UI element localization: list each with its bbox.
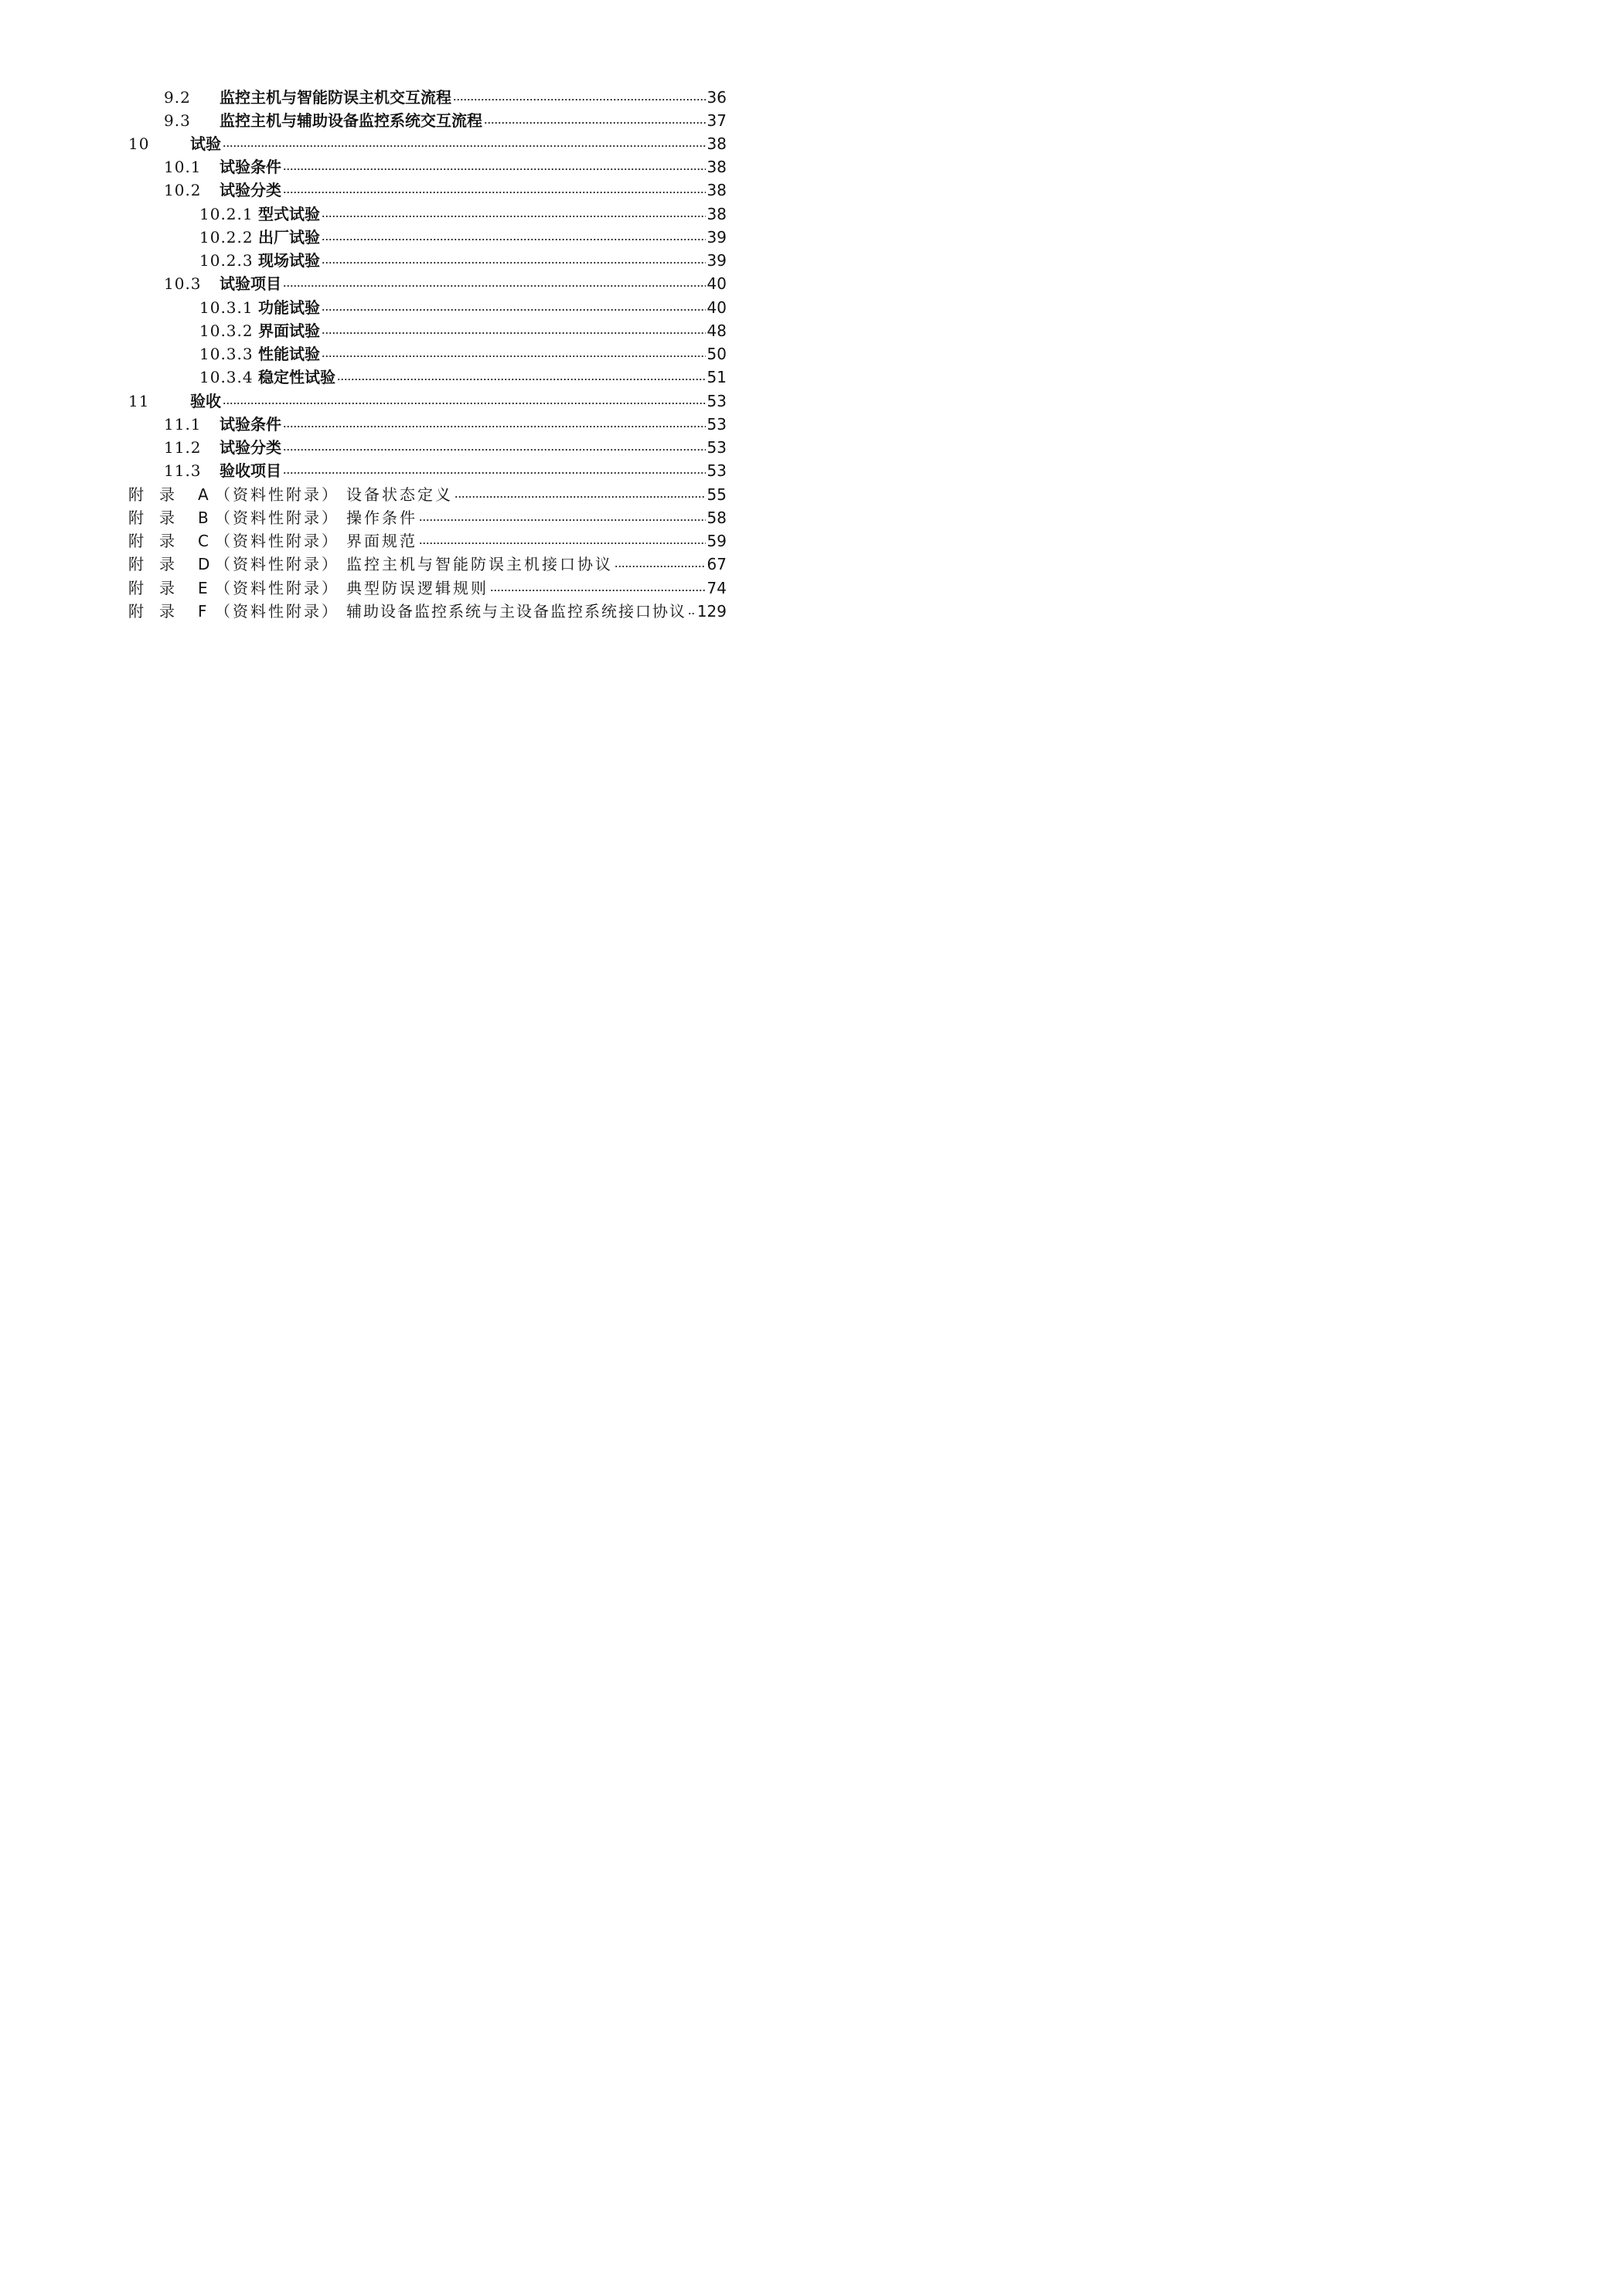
toc-entry-page: 51 bbox=[706, 368, 727, 386]
appendix-letter: D bbox=[198, 555, 210, 573]
toc-entry-page: 36 bbox=[706, 88, 727, 107]
toc-leader-dots bbox=[322, 260, 706, 266]
toc-leader-dots bbox=[688, 611, 696, 617]
toc-entry[interactable] bbox=[199, 363, 727, 386]
toc-entry-number: 9.2 bbox=[164, 88, 191, 107]
appendix-title: 界面规范 bbox=[346, 532, 417, 550]
toc-leader-dots bbox=[337, 376, 706, 383]
toc-entry-page: 67 bbox=[706, 555, 727, 573]
toc-leader-dots bbox=[419, 517, 706, 523]
toc-entry-title: 出厂试验 bbox=[258, 228, 320, 247]
toc-entry-number: 10.3 bbox=[164, 274, 202, 293]
toc-entry[interactable] bbox=[199, 223, 727, 247]
appendix-note: （资料性附录） bbox=[215, 555, 339, 573]
toc-entry-page: 38 bbox=[706, 134, 727, 153]
toc-leader-dots bbox=[322, 236, 706, 243]
appendix-note: （资料性附录） bbox=[215, 509, 339, 527]
appendix-note: （资料性附录） bbox=[215, 532, 339, 550]
toc-entry-title: 功能试验 bbox=[258, 298, 320, 317]
toc-entry-title: 试验分类 bbox=[220, 438, 281, 457]
toc-entry-number: 10.2.3 bbox=[199, 251, 254, 270]
toc-entry-number: 10.3.3 bbox=[199, 345, 254, 363]
toc-entry[interactable] bbox=[164, 410, 727, 434]
toc-leader-dots bbox=[223, 143, 706, 149]
appendix-title: 辅助设备监控系统与主设备监控系统接口协议 bbox=[346, 602, 686, 621]
toc-leader-dots bbox=[484, 120, 706, 126]
toc-entry-number: 11.3 bbox=[164, 461, 202, 480]
toc-leader-dots bbox=[283, 447, 706, 453]
toc-entry-title: 界面试验 bbox=[258, 321, 320, 340]
appendix-letter: E bbox=[198, 579, 208, 597]
toc-entry-number: 10.2 bbox=[164, 181, 202, 199]
toc-leader-dots bbox=[453, 97, 706, 103]
toc-leader-dots bbox=[322, 213, 706, 219]
toc-entry[interactable] bbox=[164, 457, 727, 480]
toc-entry-number: 11 bbox=[128, 392, 150, 410]
toc-entry-page: 37 bbox=[706, 111, 727, 130]
toc-entry[interactable] bbox=[164, 107, 727, 130]
appendix-note: （资料性附录） bbox=[215, 579, 339, 597]
toc-entry-page: 55 bbox=[706, 485, 727, 504]
toc-leader-dots bbox=[283, 189, 706, 196]
toc-entry-number: 10.2.1 bbox=[199, 205, 254, 223]
toc-entry[interactable] bbox=[199, 317, 727, 340]
toc-entry-page: 129 bbox=[696, 602, 727, 621]
toc-entry-number: 9.3 bbox=[164, 111, 191, 130]
appendix-letter: A bbox=[198, 485, 209, 504]
toc-entry-title: 试验分类 bbox=[220, 181, 281, 199]
appendix-label: 附 录 bbox=[128, 485, 175, 504]
toc-entry-page: 40 bbox=[706, 298, 727, 317]
toc-entry-title: 监控主机与智能防误主机交互流程 bbox=[220, 88, 451, 107]
toc-entry[interactable] bbox=[199, 340, 727, 363]
toc-entry-page: 48 bbox=[706, 321, 727, 340]
toc-entry-number: 11.2 bbox=[164, 438, 202, 457]
toc-entry-page: 38 bbox=[706, 158, 727, 176]
toc-entry-number: 10.3.1 bbox=[199, 298, 254, 317]
toc-appendix-entry[interactable] bbox=[128, 481, 727, 504]
toc-entry-title: 试验条件 bbox=[220, 158, 281, 176]
toc-leader-dots bbox=[615, 563, 706, 570]
toc-entry-title: 稳定性试验 bbox=[258, 368, 335, 386]
appendix-letter: B bbox=[198, 509, 209, 527]
toc-entry-title: 试验条件 bbox=[220, 415, 281, 434]
toc-entry-number: 10 bbox=[128, 134, 150, 153]
toc-appendix-entry[interactable] bbox=[128, 550, 727, 573]
toc-entry[interactable] bbox=[128, 130, 727, 153]
toc-entry-number: 10.3.2 bbox=[199, 321, 254, 340]
toc-entry-title: 试验项目 bbox=[220, 274, 281, 293]
toc-entry-page: 40 bbox=[706, 274, 727, 293]
toc-entry-number: 10.3.4 bbox=[199, 368, 254, 386]
toc-entry-page: 50 bbox=[706, 345, 727, 363]
appendix-label: 附 录 bbox=[128, 602, 175, 621]
toc-entry-page: 53 bbox=[706, 392, 727, 410]
appendix-title: 设备状态定义 bbox=[346, 485, 453, 504]
toc-leader-dots bbox=[283, 423, 706, 430]
toc-entry[interactable] bbox=[164, 434, 727, 457]
toc-entry[interactable] bbox=[164, 270, 727, 293]
toc-entry-page: 38 bbox=[706, 205, 727, 223]
toc-leader-dots bbox=[419, 540, 706, 546]
appendix-note: （资料性附录） bbox=[215, 485, 339, 504]
appendix-title: 监控主机与智能防误主机接口协议 bbox=[346, 555, 613, 573]
toc-entry-number: 10.2.2 bbox=[199, 228, 254, 247]
toc-entry[interactable] bbox=[164, 83, 727, 107]
toc-entry[interactable] bbox=[199, 294, 727, 317]
toc-entry-page: 39 bbox=[706, 228, 727, 247]
toc-entry[interactable] bbox=[164, 153, 727, 176]
toc-leader-dots bbox=[322, 330, 706, 336]
toc-entry-title: 型式试验 bbox=[258, 205, 320, 223]
toc-leader-dots bbox=[455, 494, 706, 500]
toc-entry-title: 监控主机与辅助设备监控系统交互流程 bbox=[220, 111, 482, 130]
toc-entry[interactable] bbox=[128, 387, 727, 410]
toc-leader-dots bbox=[283, 166, 706, 172]
toc-entry-page: 74 bbox=[706, 579, 727, 597]
appendix-label: 附 录 bbox=[128, 532, 175, 550]
toc-entry-number: 11.1 bbox=[164, 415, 202, 434]
toc-entry-page: 59 bbox=[706, 532, 727, 550]
appendix-label: 附 录 bbox=[128, 509, 175, 527]
toc-leader-dots bbox=[223, 400, 706, 406]
toc-entry-page: 38 bbox=[706, 181, 727, 199]
appendix-title: 典型防误逻辑规则 bbox=[346, 579, 489, 597]
toc-entry-page: 53 bbox=[706, 438, 727, 457]
toc-entry-number: 10.1 bbox=[164, 158, 202, 176]
toc-entry-page: 58 bbox=[706, 509, 727, 527]
toc-leader-dots bbox=[322, 307, 706, 313]
toc-entry[interactable] bbox=[164, 176, 727, 199]
toc-entry-title: 性能试验 bbox=[258, 345, 320, 363]
appendix-label: 附 录 bbox=[128, 579, 175, 597]
toc-leader-dots bbox=[322, 353, 706, 359]
toc-entry-page: 53 bbox=[706, 461, 727, 480]
toc-leader-dots bbox=[283, 283, 706, 289]
appendix-note: （资料性附录） bbox=[215, 602, 339, 621]
appendix-letter: F bbox=[198, 602, 207, 621]
toc-appendix-entry[interactable] bbox=[128, 597, 727, 621]
appendix-title: 操作条件 bbox=[346, 509, 417, 527]
toc-entry-title: 现场试验 bbox=[258, 251, 320, 270]
toc-entry-title: 验收 bbox=[190, 392, 221, 410]
toc-entry-title: 验收项目 bbox=[220, 461, 281, 480]
toc-appendix-entry[interactable] bbox=[128, 527, 727, 550]
toc-entry[interactable] bbox=[199, 200, 727, 223]
toc-entry-page: 53 bbox=[706, 415, 727, 434]
toc-leader-dots bbox=[283, 470, 706, 476]
appendix-label: 附 录 bbox=[128, 555, 175, 573]
toc-appendix-entry[interactable] bbox=[128, 504, 727, 527]
toc-entry[interactable] bbox=[199, 247, 727, 270]
toc-leader-dots bbox=[490, 587, 706, 594]
appendix-letter: C bbox=[198, 532, 209, 550]
toc-entry-title: 试验 bbox=[190, 134, 221, 153]
toc-entry-page: 39 bbox=[706, 251, 727, 270]
toc-appendix-entry[interactable] bbox=[128, 574, 727, 597]
